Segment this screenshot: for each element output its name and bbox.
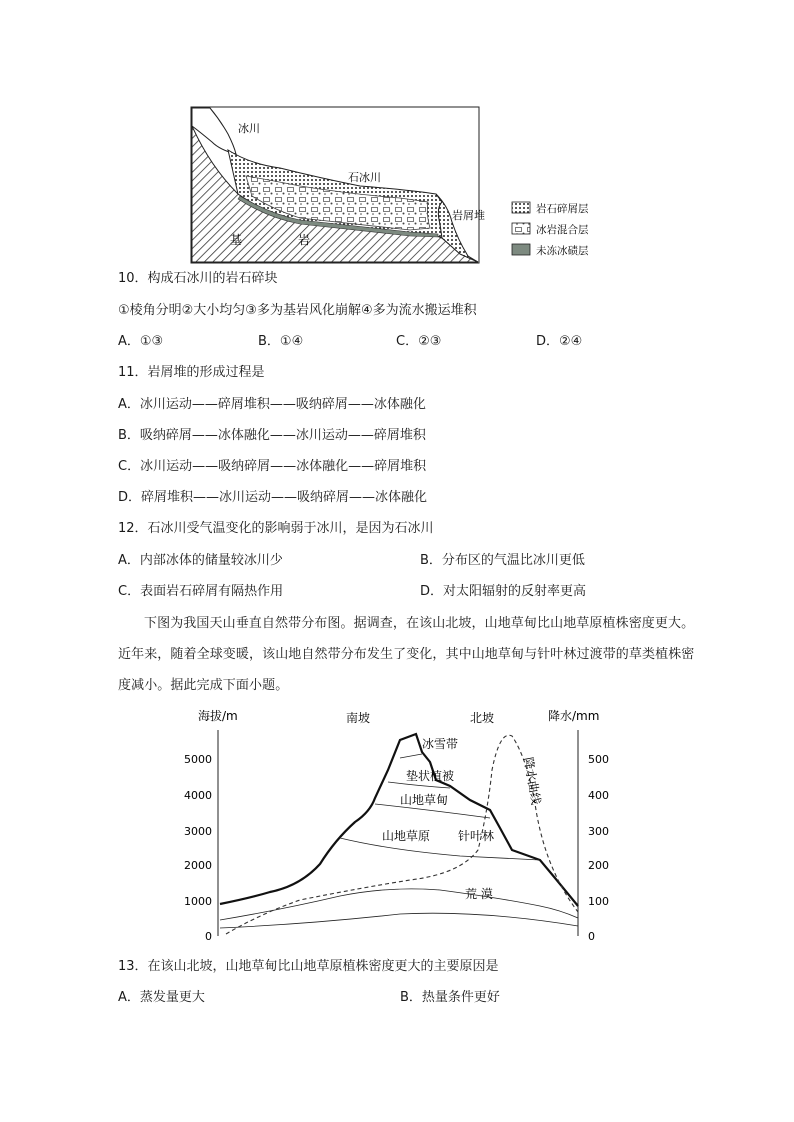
passage: 下图为我国天山垂直自然带分布图。据调查，在该山北坡，山地草甸比山地草原植株密度更大。近年来，随着全球变暖，该山地自然带分布发生了变化，其中山地草甸与针叶林过渡带的草类植株密度减小。据此完成下面小题。 — [118, 616, 695, 693]
q10-stem: 10．构成石冰川的岩石碎块 — [118, 271, 278, 286]
legend-item-ice-rock: 冰岩混合层 — [536, 224, 589, 236]
q12-option-b[interactable]: B．分布区的气温比冰川更低 — [420, 553, 585, 568]
q11-option-b[interactable]: B．吸纳碎屑——冰体融化——冰川运动——碎屑堆积 — [118, 428, 426, 443]
tianshan-zones-diagram — [160, 700, 620, 950]
q11-option-d[interactable]: D．碎屑堆积——冰川运动——吸纳碎屑——冰体融化 — [118, 490, 428, 505]
zone-label-conifer: 针叶林 — [458, 829, 495, 843]
q11-option-c[interactable]: C．冰川运动——吸纳碎屑——冰体融化——碎屑堆积 — [118, 459, 427, 474]
zone-boundary-desert-upper — [220, 889, 578, 920]
q12-option-c[interactable]: C．表面岩石碎屑有隔热作用 — [118, 584, 284, 599]
zone-boundary-snow — [400, 754, 422, 758]
q12-option-d[interactable]: D．对太阳辐射的反射率更高 — [420, 584, 587, 599]
label-south-slope: 南坡 — [346, 711, 371, 725]
label-bedrock-2: 岩 — [298, 233, 311, 247]
q10-option-c[interactable]: C．②③ — [396, 334, 442, 349]
left-tick-1000: 1000 — [184, 895, 212, 908]
label-bedrock-1: 基 — [230, 233, 243, 247]
right-tick-100: 100 — [588, 895, 609, 908]
zone-label-meadow: 山地草甸 — [400, 793, 449, 807]
right-tick-0: 0 — [588, 930, 595, 943]
q11-option-a[interactable]: A．冰川运动——碎屑堆积——吸纳碎屑——冰体融化 — [118, 397, 426, 412]
left-tick-2000: 2000 — [184, 859, 212, 872]
left-tick-5000: 5000 — [184, 753, 212, 766]
left-tick-0: 0 — [205, 930, 212, 943]
curve-label: 降水曲线 — [521, 756, 544, 806]
right-tick-300: 300 — [588, 825, 609, 838]
zone-label-steppe: 山地草原 — [382, 829, 431, 843]
label-north-slope: 北坡 — [470, 711, 495, 725]
left-axis-title: 海拔/m — [198, 709, 238, 723]
q10-option-a[interactable]: A．①③ — [118, 334, 164, 349]
q10-option-d[interactable]: D．②④ — [536, 334, 583, 349]
left-tick-4000: 4000 — [184, 789, 212, 802]
q13-option-a[interactable]: A．蒸发量更大 — [118, 990, 205, 1005]
q10-statements: ①棱角分明②大小均匀③多为基岩风化崩解④多为流水搬运堆积 — [118, 303, 477, 318]
q12-stem: 12．石冰川受气温变化的影响弱于冰川，是因为石冰川 — [118, 521, 434, 536]
q11-stem: 11．岩屑堆的形成过程是 — [118, 365, 265, 380]
legend-item-till: 未冻冰碛层 — [536, 245, 589, 257]
left-tick-3000: 3000 — [184, 825, 212, 838]
zone-label-ice-snow: 冰雪带 — [422, 737, 459, 751]
right-tick-200: 200 — [588, 859, 609, 872]
right-axis — [588, 753, 609, 943]
legend-item-debris: 岩石碎屑层 — [536, 203, 589, 215]
q12-option-a[interactable]: A．内部冰体的储量较冰川少 — [118, 553, 283, 568]
q10-option-b[interactable]: B．①④ — [258, 334, 304, 349]
zone-label-desert: 荒 漠 — [465, 887, 493, 901]
label-glacier: 冰川 — [238, 122, 260, 135]
right-axis-title: 降水/mm — [548, 709, 600, 723]
ground-line — [220, 913, 578, 928]
label-rock-glacier: 石冰川 — [348, 171, 381, 184]
rock-glacier-diagram — [190, 106, 610, 266]
q13-option-b[interactable]: B．热量条件更好 — [400, 990, 500, 1005]
figure1-legend — [512, 202, 589, 257]
q13-stem: 13．在该山北坡，山地草甸比山地草原植株密度更大的主要原因是 — [118, 959, 499, 974]
zone-label-cushion: 垫状植被 — [406, 769, 455, 783]
label-talus: 岩屑堆 — [452, 209, 485, 222]
right-tick-500: 500 — [588, 753, 609, 766]
right-tick-400: 400 — [588, 789, 609, 802]
zone-boundary-conifer — [340, 838, 540, 860]
left-axis — [184, 753, 212, 943]
